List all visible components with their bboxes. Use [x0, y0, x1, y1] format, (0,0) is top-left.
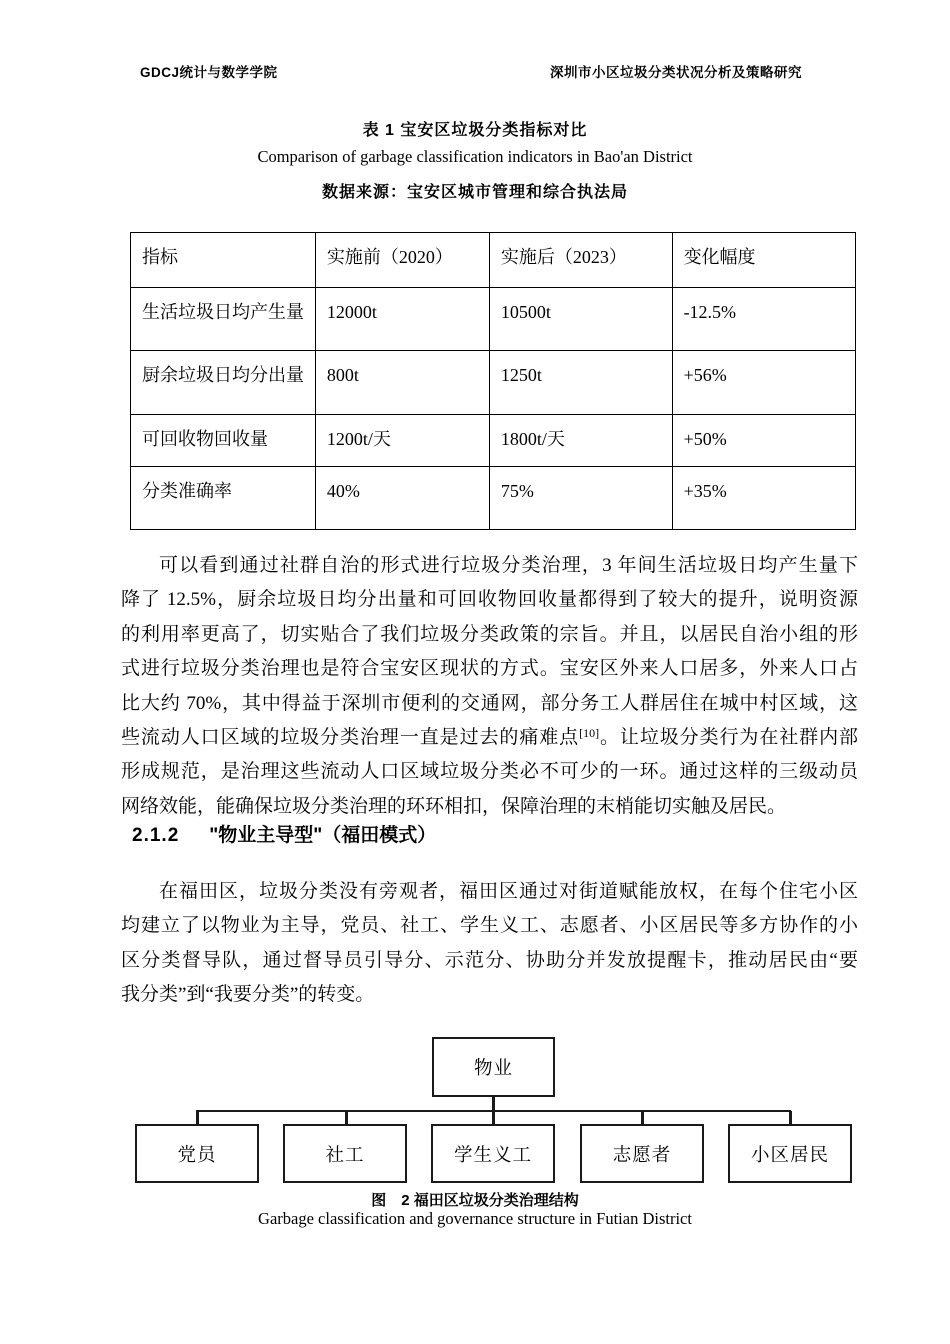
table-cell: +50%: [672, 415, 855, 467]
text-segment: 式进行垃圾分类治理也是符合宝安区现状的方式。宝安区外来人口居多，外来人口占: [121, 658, 858, 680]
org-chart-figure: [0, 1037, 950, 1187]
text-line: [121, 583, 858, 617]
text-segment: 可以看到通过社群自治的形式进行垃圾分类治理，3 年间生活垃圾日均产生量下: [159, 555, 858, 576]
table-header-cell: 实施前（2020）: [315, 233, 489, 288]
figure-caption-cn: 图 2 福田区垃圾分类治理结构: [371, 1192, 579, 1209]
text-line: [121, 875, 858, 909]
org-connector-stub: [789, 1111, 792, 1125]
table-header-cell: 变化幅度: [672, 233, 855, 288]
text-line: [121, 549, 858, 583]
table-header-cell: 指标: [131, 233, 316, 288]
table-cell: 1250t: [489, 351, 672, 415]
org-child-box: 小区居民: [728, 1124, 852, 1183]
page-header-right: 深圳市小区垃圾分类状况分析及策略研究: [550, 65, 802, 80]
table-cell: 12000t: [315, 288, 489, 351]
org-root-box: 物业: [432, 1037, 555, 1097]
table-cell: 1200t/天: [315, 415, 489, 467]
table-header-row: [131, 233, 856, 288]
table-title-en: Comparison of garbage classification indicators in Bao'an District: [257, 147, 693, 166]
text-line: [121, 652, 858, 686]
text-segment: 比大约 70%，其中得益于深圳市便利的交通网，部分务工人群居住在城中村区域，这: [121, 692, 858, 714]
org-connector-stub: [641, 1111, 644, 1125]
page-header-left: GDCJ统计与数学学院: [140, 65, 278, 80]
org-connector-stub: [492, 1111, 495, 1125]
table-cell: 可回收物回收量: [131, 415, 316, 467]
table-row: [131, 288, 856, 351]
org-child-box: 学生义工: [431, 1124, 555, 1183]
text-line: [121, 618, 858, 652]
text-segment: 在福田区，垃圾分类没有旁观者，福田区通过对街道赋能放权，在每个住宅小区: [159, 881, 858, 902]
text-line: [121, 978, 858, 1012]
text-line: [121, 944, 858, 978]
indicators-table-body: [131, 288, 856, 530]
table-row: [131, 467, 856, 530]
text-segment: 的利用率更高了，切实贴合了我们垃圾分类政策的宗旨。并且，以居民自治小组的形: [121, 623, 858, 645]
table-cell: -12.5%: [672, 288, 855, 351]
text-segment: 我分类”到“我要分类”的转变。: [121, 984, 375, 1006]
org-child-box: 志愿者: [580, 1124, 704, 1183]
table-cell: 分类准确率: [131, 467, 316, 530]
text-segment: 区分类督导队，通过督导员引导分、示范分、协助分并发放提醒卡，推动居民由“要: [121, 949, 858, 971]
text-segment: 。让垃圾分类行为在社群内部: [599, 727, 858, 749]
page-header: [140, 61, 802, 81]
text-segment: 网络效能，能确保垃圾分类治理的环环相扣，保障治理的末梢能切实触及居民。: [121, 795, 787, 817]
text-segment: 均建立了以物业为主导，党员、社工、学生义工、志愿者、小区居民等多方协作的小: [121, 915, 858, 937]
text-segment: 些流动人口区域的垃圾分类治理一直是过去的痛难点: [121, 727, 580, 749]
text-line: [121, 755, 858, 789]
table-cell: 40%: [315, 467, 489, 530]
org-connector-stub: [345, 1111, 348, 1125]
table-cell: 75%: [489, 467, 672, 530]
paragraph-baoan-analysis: [121, 549, 858, 824]
table-header-cell: 实施后（2023）: [489, 233, 672, 288]
table-cell: 1800t/天: [489, 415, 672, 467]
indicators-table: [130, 232, 856, 530]
section-title: "物业主导型"（福田模式）: [209, 825, 437, 846]
table-cell: 800t: [315, 351, 489, 415]
org-child-box: 党员: [135, 1124, 259, 1183]
text-segment: 降了 12.5%，厨余垃圾日均分出量和可回收物回收量都得到了较大的提升，说明资源: [121, 589, 858, 611]
table-row: [131, 415, 856, 467]
text-line: [121, 687, 858, 721]
figure-caption-en: Garbage classification and governance structure in Futian District: [258, 1209, 692, 1228]
table-cell: +35%: [672, 467, 855, 530]
table-row: [131, 351, 856, 415]
text-segment: 形成规范，是治理这些流动人口区域垃圾分类必不可少的一环。通过这样的三级动员: [121, 761, 858, 783]
table-cell: 厨余垃圾日均分出量: [131, 351, 316, 415]
indicators-table-head: [131, 233, 856, 288]
table-data-source: 数据来源：宝安区城市管理和综合执法局: [321, 184, 628, 201]
section-heading-2-1-2: [132, 820, 436, 847]
org-child-box: 社工: [283, 1124, 407, 1183]
org-connector-stub: [196, 1111, 199, 1125]
section-number: 2.1.2: [132, 825, 180, 846]
table-cell: 生活垃圾日均产生量: [131, 288, 316, 351]
text-line: [121, 909, 858, 943]
citation-ref: [10]: [579, 726, 600, 741]
table-cell: +56%: [672, 351, 855, 415]
paragraph-futian-intro: [121, 875, 858, 1013]
table-title-cn: 表 1 宝安区垃圾分类指标对比: [362, 122, 588, 139]
text-line: [121, 721, 858, 755]
table-cell: 10500t: [489, 288, 672, 351]
